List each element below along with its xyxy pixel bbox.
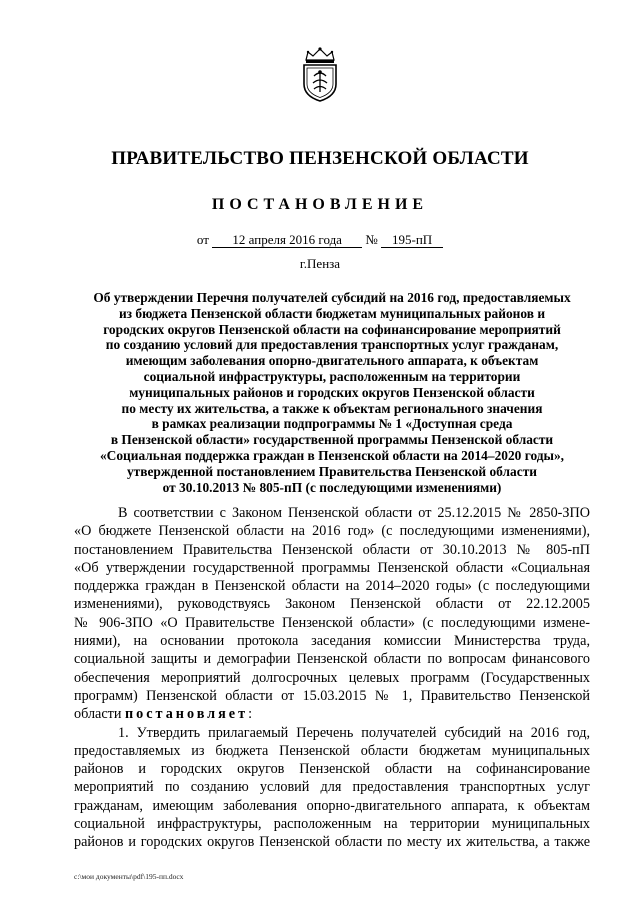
title-line: муниципальных районов и городских округов Пензенской области bbox=[129, 384, 535, 400]
document-title bbox=[74, 290, 590, 495]
preamble-line: ниями), на основании протокола заседания комиссии Министерства труда, bbox=[74, 633, 590, 650]
decree-date: 12 апреля 2016 года bbox=[212, 233, 362, 248]
title-line: Об утверждении Перечня получателей субсидий на 2016 год, предоставляемых bbox=[93, 290, 571, 305]
document-type: ПОСТАНОВЛЕНИЕ bbox=[211, 196, 429, 213]
title-line: имеющим заболевания опорно-двигательного аппарата, к объектам bbox=[125, 353, 539, 369]
item-line: мероприятий по созданию условий для предоставления транспортных услуг bbox=[74, 779, 590, 796]
title-line: по месту их жительства, а также к объектам регионального значения bbox=[121, 400, 543, 416]
document-body bbox=[74, 504, 590, 852]
number-prefix: № bbox=[365, 232, 378, 247]
preamble-line: поддержка граждан в Пензенской области на 2014–2020 годы» (с последующими bbox=[74, 578, 590, 595]
preamble-line: «О бюджете Пензенской области на 2016 год» (с последующими изменениями), bbox=[74, 523, 590, 540]
file-path-footer: c:\мои документы\pdf\195-пп.docx bbox=[74, 872, 184, 881]
title-line: социальной инфраструктуры, расположенным на территории bbox=[143, 368, 521, 384]
title-line: по созданию условий для предоставления транспортных услуг гражданам, bbox=[105, 337, 559, 353]
decree-number: 195-пП bbox=[381, 233, 443, 248]
item-line: гражданам, имеющим заболевания опорно-двигательного аппарата, к объектам bbox=[74, 797, 590, 814]
resolve-prefix: области bbox=[74, 706, 125, 723]
date-prefix: от bbox=[196, 232, 209, 247]
decree-date-number bbox=[0, 232, 640, 248]
preamble-line: «Об утверждении государственной программы Пензенской области «Социальная bbox=[74, 559, 590, 576]
item-line: районов и городских округов Пензенской области по месту их жительства, а также bbox=[74, 834, 590, 851]
title-line: в рамках реализации подпрограммы № 1 «Доступная среда bbox=[151, 416, 513, 432]
item-line: социальной инфраструктуры, расположенным на территории муниципальных bbox=[74, 816, 590, 833]
preamble-line: изменениями), руководствуясь Законом Пензенской области от 22.12.2005 bbox=[74, 596, 590, 613]
preamble-line: № 906-ЗПО «О Правительстве Пензенской области» (с последующими измене- bbox=[74, 614, 590, 631]
preamble-line: В соответствии с Законом Пензенской области от 25.12.2015 № 2850-ЗПО bbox=[118, 505, 590, 521]
title-line: «Социальная поддержка граждан в Пензенской области на 2014–2020 годы», bbox=[99, 447, 565, 463]
item-line: 1. Утвердить прилагаемый Перечень получателей субсидий на 2016 год, bbox=[118, 724, 590, 741]
resolve-line bbox=[74, 705, 590, 723]
preamble-line: обеспечения мероприятий долгосрочных целевых программ (Государственных bbox=[74, 669, 590, 686]
resolve-word: постановляет bbox=[124, 706, 249, 723]
item-line: предоставляемых из бюджета Пензенской области бюджетам муниципальных bbox=[74, 742, 590, 759]
title-line: в Пензенской области» государственной программы Пензенской области bbox=[110, 432, 554, 448]
preamble-line: программ) Пензенской области от 15.03.2015 № 1, Правительство Пензенской bbox=[74, 687, 590, 704]
item-line: районов и городских округов Пензенской области на софинансирование bbox=[74, 761, 590, 778]
city: г.Пенза bbox=[299, 256, 341, 271]
title-line: городских округов Пензенской области на софинансирование мероприятий bbox=[103, 321, 561, 337]
resolve-suffix: : bbox=[248, 706, 253, 723]
coat-of-arms-icon bbox=[298, 46, 342, 102]
preamble-line: постановлением Правительства Пензенской области от 30.10.2013 № 805-пП bbox=[74, 541, 590, 558]
government-name: ПРАВИТЕЛЬСТВО ПЕНЗЕНСКОЙ ОБЛАСТИ bbox=[111, 148, 529, 169]
preamble-line: социальной защиты и демографии Пензенской области по вопросам финансового bbox=[74, 651, 590, 668]
title-line: от 30.10.2013 № 805-пП (с последующими изменениями) bbox=[162, 479, 502, 495]
title-line: из бюджета Пензенской области бюджетам муниципальных районов и bbox=[118, 305, 546, 321]
title-line: утвержденной постановлением Правительства Пензенской области bbox=[126, 463, 537, 479]
